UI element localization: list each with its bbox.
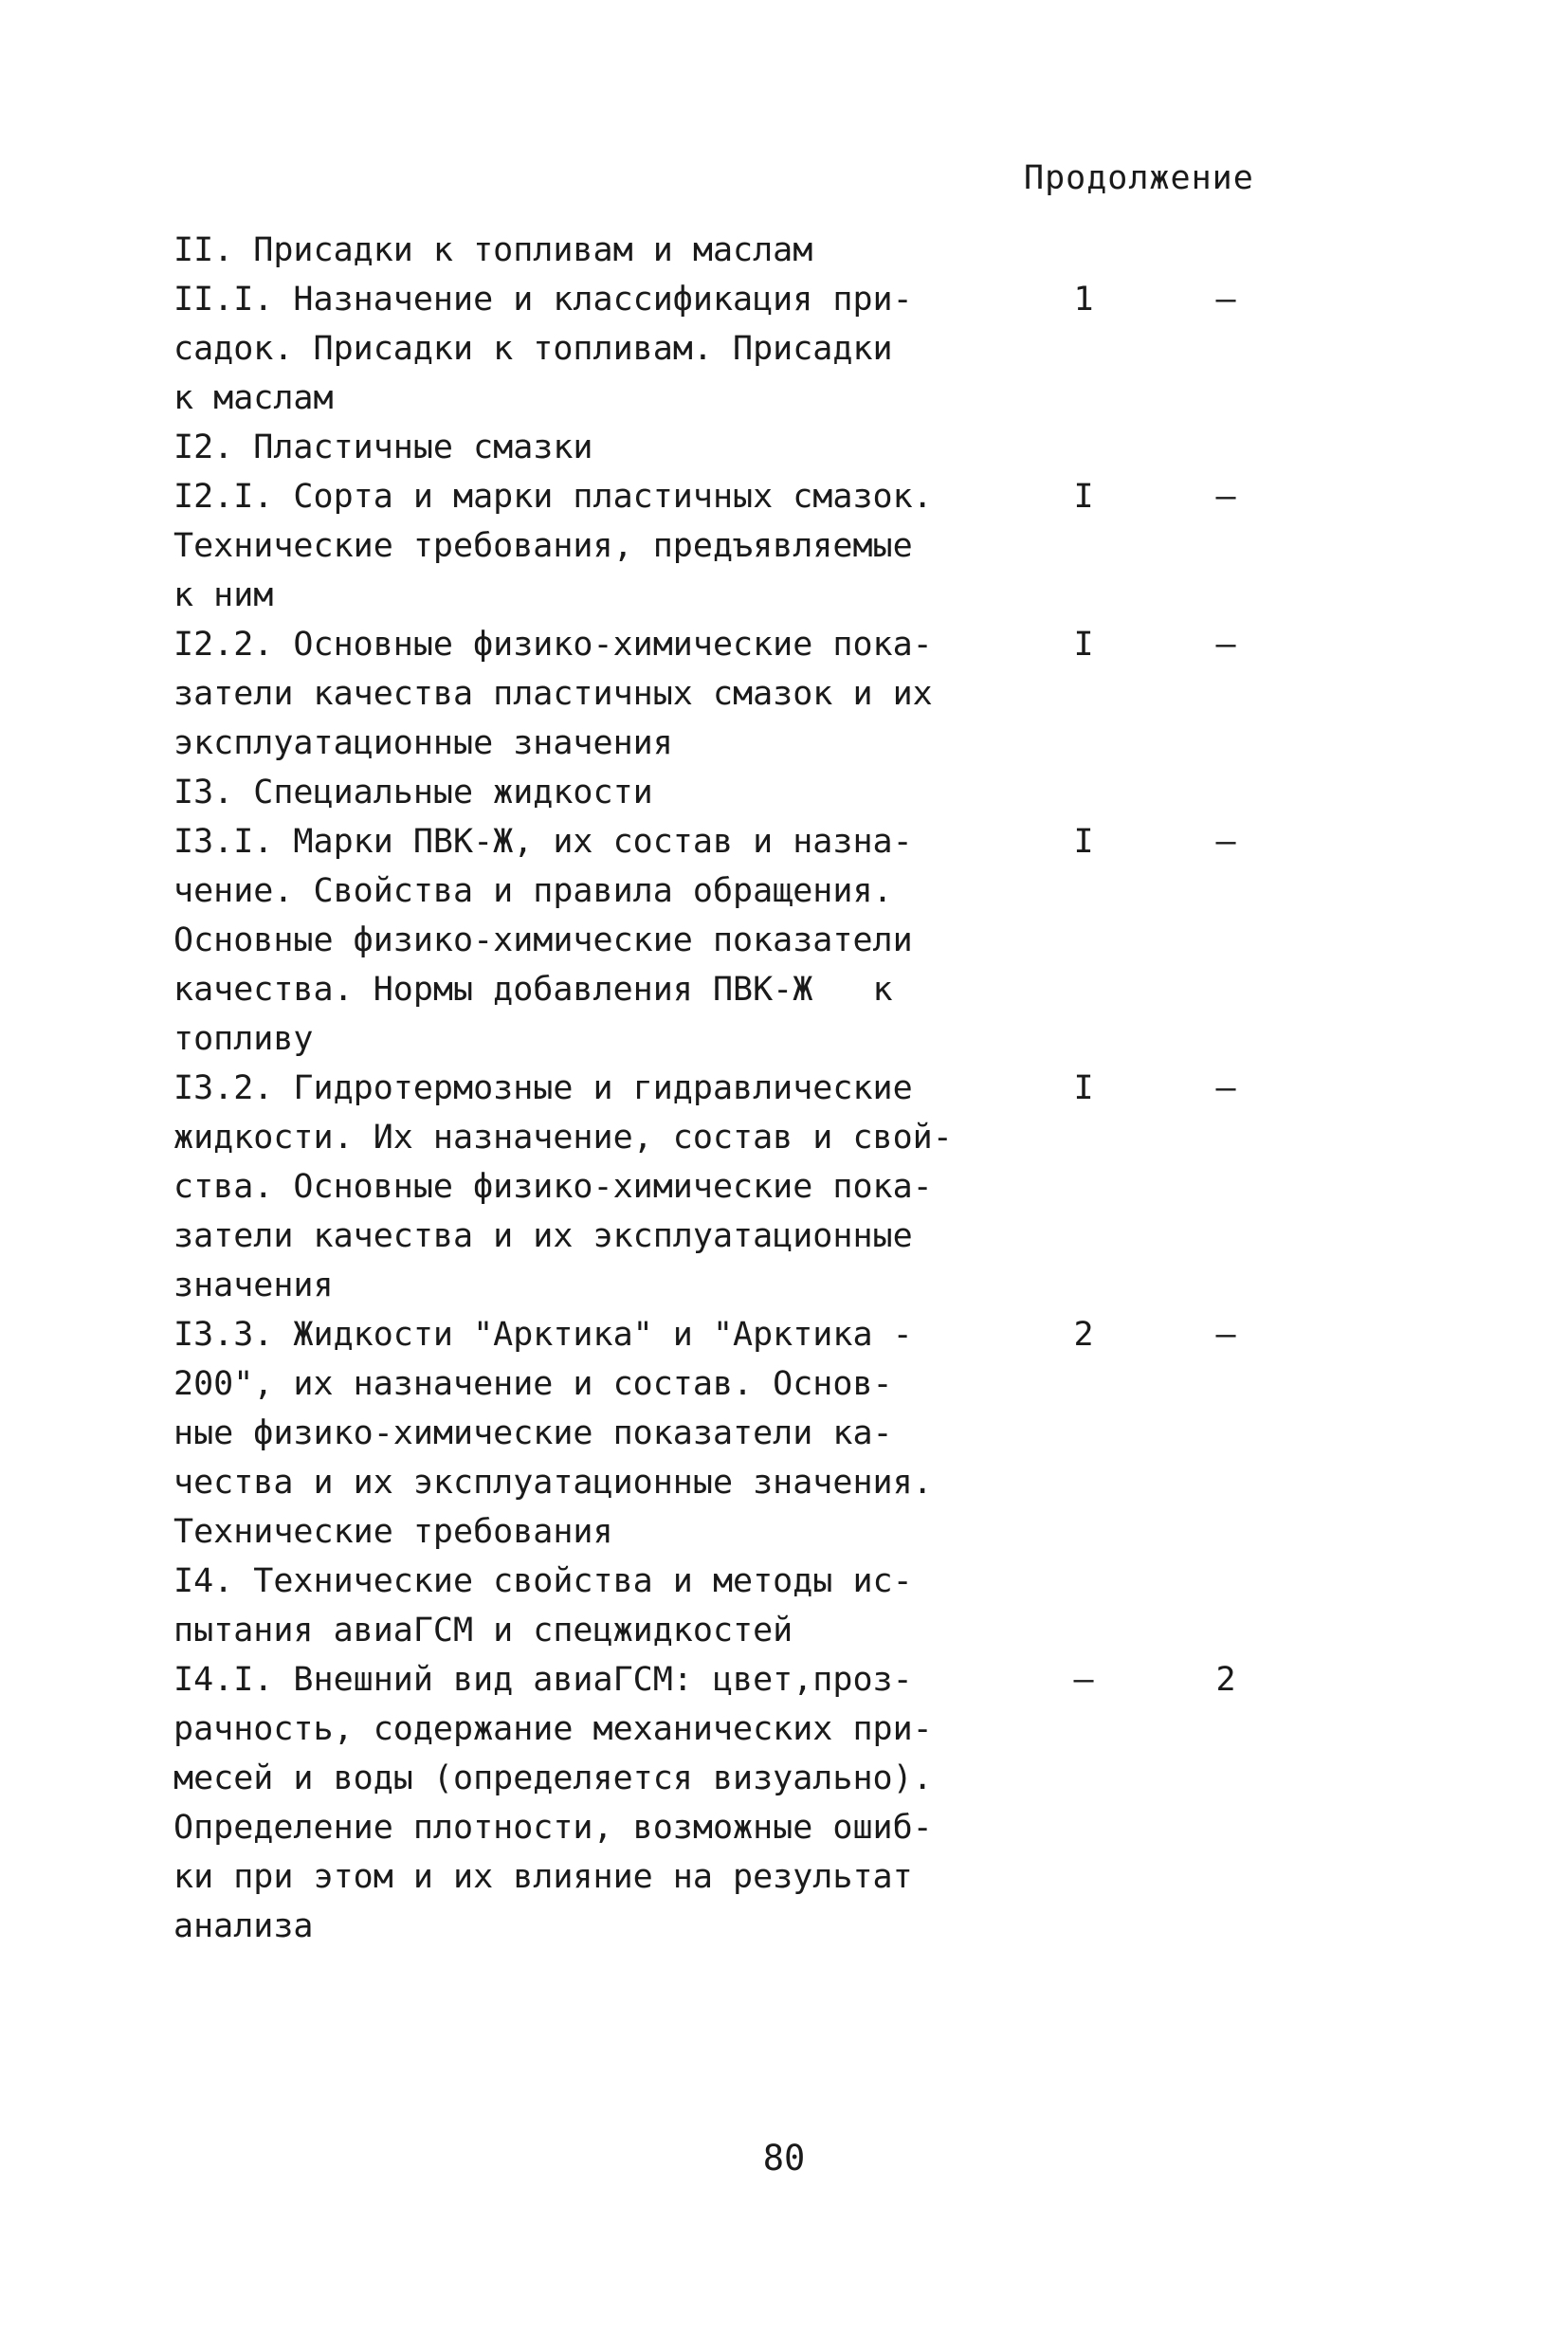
hours-col-1: I <box>1073 626 1094 664</box>
row-text <box>173 423 970 472</box>
topic-12-1 <box>173 472 1292 620</box>
row-text <box>173 817 970 1064</box>
hours-col-1: I <box>1073 478 1094 516</box>
row-line: Основные физико-химические показатели <box>173 921 913 959</box>
row-line: затели качества и их эксплуатационные <box>173 1217 913 1255</box>
hours-col-2: – <box>1215 281 1236 319</box>
row-line: чества и их эксплуатационные значения. <box>173 1464 933 1502</box>
row-text <box>173 275 970 423</box>
row-line: жидкости. Их назначение, состав и свой- <box>173 1119 953 1157</box>
row-line: ства. Основные физико-химические пока- <box>173 1168 933 1206</box>
hours-col-1: 1 <box>1073 281 1094 319</box>
topic-13-3 <box>173 1310 1292 1557</box>
row-line: I3.I. Марки ПВК-Ж, их состав и назна- <box>173 823 913 861</box>
section-14-heading <box>173 1557 1292 1655</box>
row-line: I2.2. Основные физико-химические пока- <box>173 626 933 664</box>
row-line: ки при этом и их влияние на результат <box>173 1858 913 1896</box>
hours-col-1: I <box>1073 1069 1094 1107</box>
row-line: Определение плотности, возможные ошиб- <box>173 1809 933 1847</box>
row-text <box>173 620 970 768</box>
row-line: пытания авиаГСМ и спецжидкостей <box>173 1612 793 1649</box>
row-line: I2. Пластичные смазки <box>173 428 593 466</box>
topic-13-1 <box>173 817 1292 1064</box>
hours-col-2: – <box>1215 1316 1236 1354</box>
row-text <box>173 1064 970 1310</box>
hours-col-1: I <box>1073 823 1094 861</box>
row-line: к маслам <box>173 379 334 417</box>
row-text <box>173 768 970 817</box>
row-line: I3.2. Гидротермозные и гидравлические <box>173 1069 913 1107</box>
row-line: значения <box>173 1267 334 1304</box>
continuation-label: Продолжение <box>1024 159 1254 197</box>
row-line: I3.3. Жидкости "Арктика" и "Арктика - <box>173 1316 913 1354</box>
hours-col-2: – <box>1215 626 1236 664</box>
hours-col-2: – <box>1215 1069 1236 1107</box>
hours-col-2: 2 <box>1215 1661 1236 1699</box>
row-line: месей и воды (определяется визуально). <box>173 1759 933 1797</box>
row-line: эксплуатационные значения <box>173 724 673 762</box>
row-line: II. Присадки к топливам и маслам <box>173 231 813 269</box>
row-text <box>173 1310 970 1557</box>
row-line: Технические требования <box>173 1513 613 1551</box>
section-12-heading <box>173 423 1292 472</box>
row-line: чение. Свойства и правила обращения. <box>173 872 893 910</box>
row-line: к ним <box>173 576 274 614</box>
page-number: 80 <box>762 2138 806 2178</box>
row-line: затели качества пластичных смазок и их <box>173 675 933 713</box>
hours-col-1: – <box>1073 1661 1094 1699</box>
section-11-heading <box>173 226 1292 275</box>
row-text <box>173 1557 970 1655</box>
row-line: рачность, содержание механических при- <box>173 1710 933 1748</box>
topic-14-1 <box>173 1655 1292 1951</box>
hours-col-2: – <box>1215 823 1236 861</box>
topic-12-2 <box>173 620 1292 768</box>
row-line: I3. Специальные жидкости <box>173 774 653 811</box>
hours-col-1: 2 <box>1073 1316 1094 1354</box>
topic-list <box>173 226 1292 1951</box>
hours-col-2: – <box>1215 478 1236 516</box>
section-13-heading <box>173 768 1292 817</box>
row-line: I2.I. Сорта и марки пластичных смазок. <box>173 478 933 516</box>
row-line: I4. Технические свойства и методы ис- <box>173 1562 913 1600</box>
row-line: II.I. Назначение и классификация при- <box>173 281 913 319</box>
row-line: Технические требования, предъявляемые <box>173 527 913 565</box>
row-text <box>173 472 970 620</box>
row-line: 200", их назначение и состав. Основ- <box>173 1365 893 1403</box>
row-line: анализа <box>173 1907 314 1945</box>
topic-11-1 <box>173 275 1292 423</box>
row-line: I4.I. Внешний вид авиаГСМ: цвет,проз- <box>173 1661 913 1699</box>
row-line: ные физико-химические показатели ка- <box>173 1414 893 1452</box>
row-text <box>173 1655 970 1951</box>
row-line: качества. Нормы добавления ПВК-Ж к <box>173 971 893 1009</box>
topic-13-2 <box>173 1064 1292 1310</box>
row-line: топливу <box>173 1020 314 1058</box>
row-text <box>173 226 970 275</box>
row-line: садок. Присадки к топливам. Присадки <box>173 330 893 368</box>
